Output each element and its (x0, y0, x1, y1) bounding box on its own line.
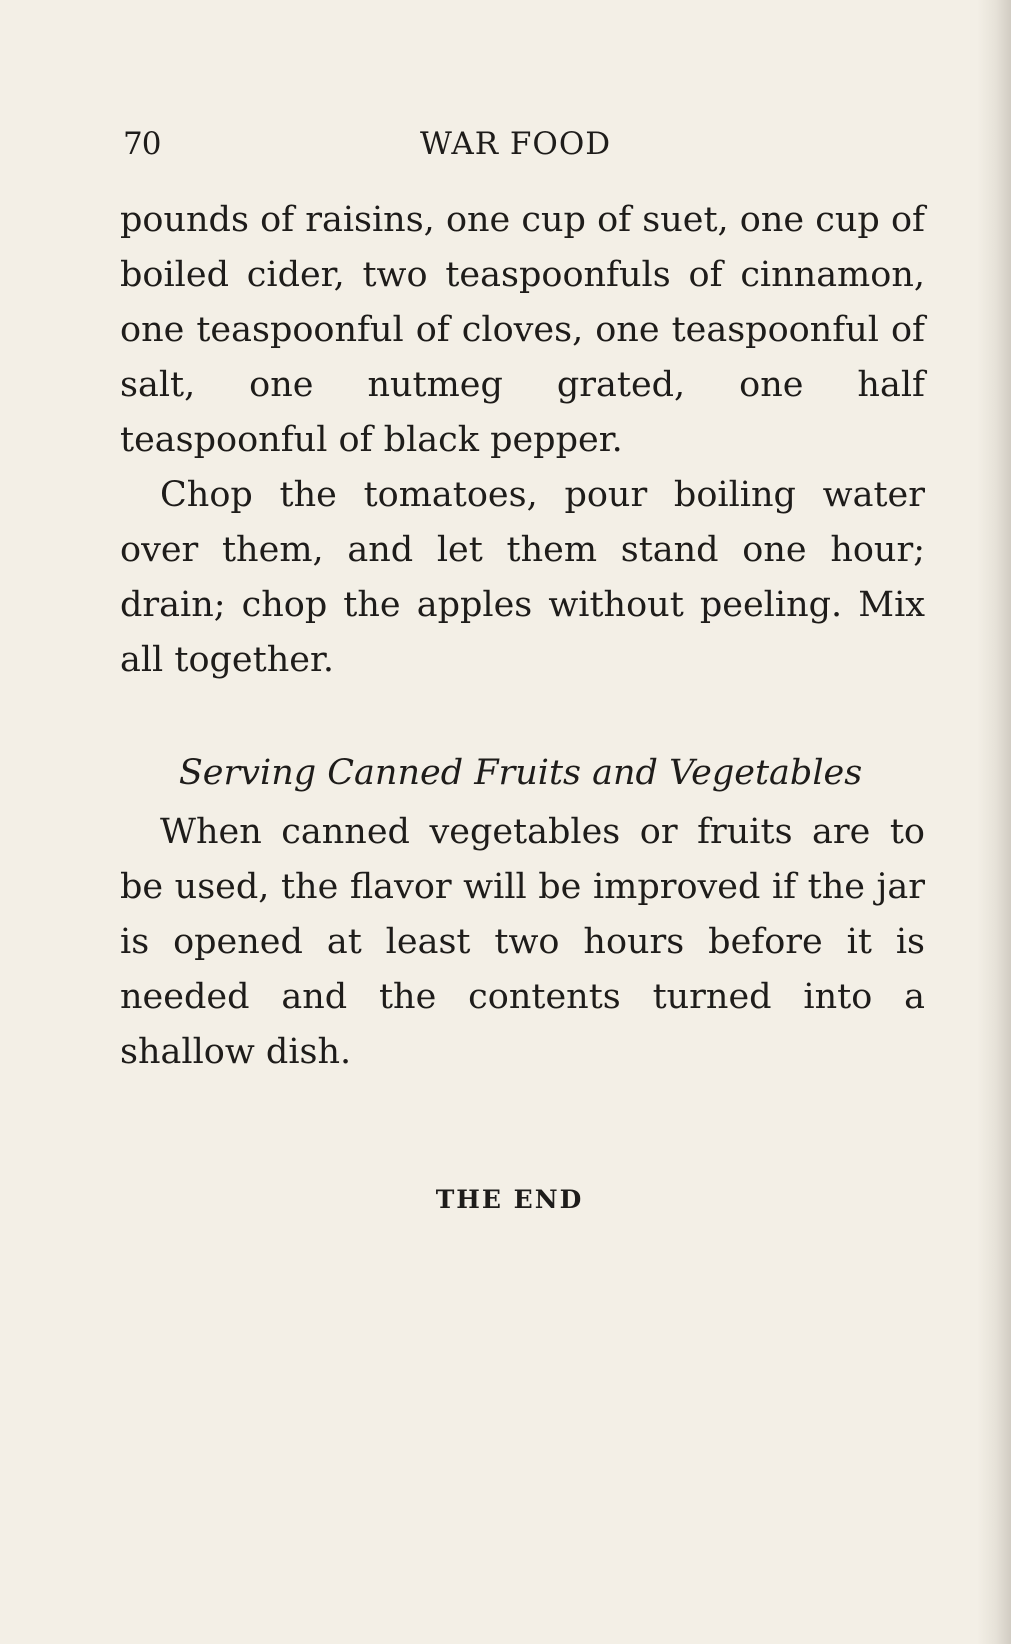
the-end-mark: THE END (435, 1185, 584, 1214)
running-head (0, 126, 1011, 166)
paragraph-serving-canned (120, 805, 925, 1080)
section-heading: Serving Canned Fruits and Vegetables (178, 753, 863, 793)
paragraph-text: pounds of raisins, one cup of suet, one cup of boiled cider, two teaspoonfuls of cinnamon, one teaspoonful of cloves, one teaspoonful of salt, one nutmeg grated, one half teaspoonful of black pepper. (120, 200, 925, 460)
paragraph-directions (120, 468, 925, 688)
page-edge-shadow (977, 0, 1011, 1644)
page-number: 70 (123, 126, 161, 162)
paragraph-text: Chop the tomatoes, pour boiling water over them, and let them stand one hour; drain; chop the apples without peeling. Mix all together. (120, 475, 925, 680)
paragraph-text: When canned vegetables or fruits are to be used, the flavor will be improved if the jar is opened at least two hours before it is needed and the contents turned into a shallow dish. (120, 812, 925, 1072)
book-title: WAR FOOD (420, 126, 612, 162)
paragraph-ingredients-continued (120, 193, 925, 468)
